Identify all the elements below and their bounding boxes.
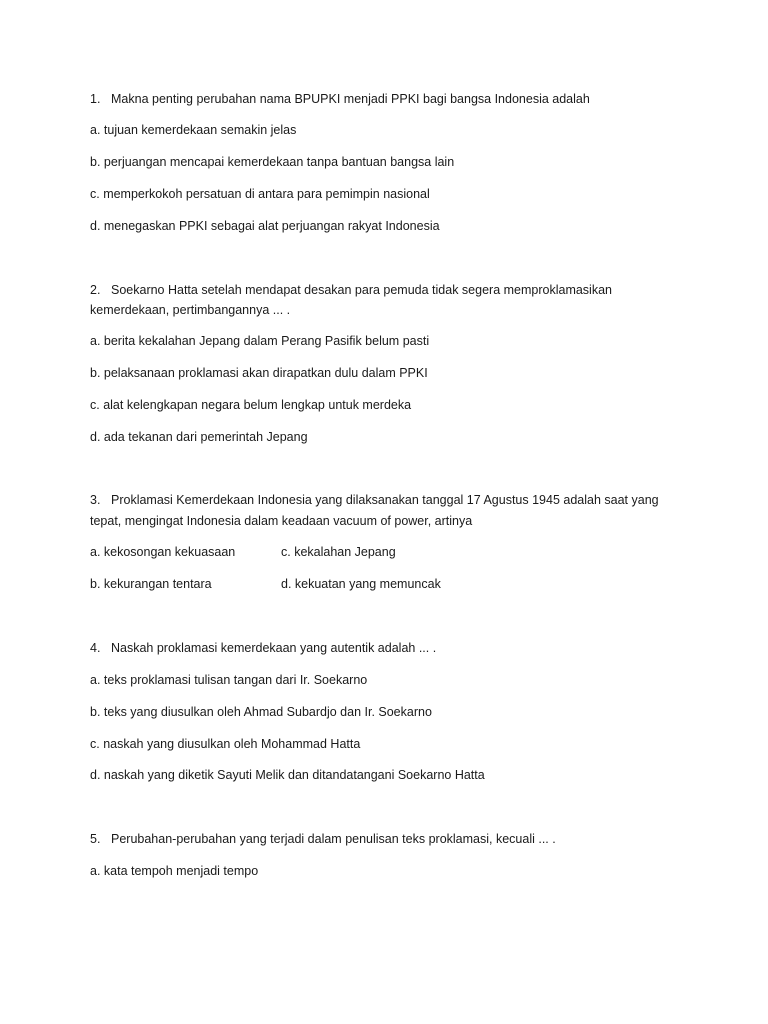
question-2 xyxy=(90,282,612,298)
question-number: 4. xyxy=(90,641,101,655)
option-4c: c. naskah yang diusulkan oleh Mohammad Hatta xyxy=(90,737,361,751)
option-3d: d. kekuatan yang memuncak xyxy=(281,577,441,591)
option-4b: b. teks yang diusulkan oleh Ahmad Subardjo dan Ir. Soekarno xyxy=(90,705,432,719)
option-4a: a. teks proklamasi tulisan tangan dari Ir. Soekarno xyxy=(90,673,368,687)
option-2c: c. alat kelengkapan negara belum lengkap untuk merdeka xyxy=(90,398,412,412)
question-2-continued: kemerdekaan, pertimbangannya ... . xyxy=(90,303,291,317)
question-5 xyxy=(90,831,556,847)
question-number: 5. xyxy=(90,832,101,846)
option-3b: b. kekurangan tentara xyxy=(90,577,212,591)
option-4d: d. naskah yang diketik Sayuti Melik dan ditandatangani Soekarno Hatta xyxy=(90,768,485,782)
question-number: 1. xyxy=(90,92,101,106)
option-3a: a. kekosongan kekuasaan xyxy=(90,545,236,559)
question-3 xyxy=(90,492,659,508)
option-1a: a. tujuan kemerdekaan semakin jelas xyxy=(90,123,297,137)
option-2b: b. pelaksanaan proklamasi akan dirapatkan dulu dalam PPKI xyxy=(90,366,428,380)
option-1c: c. memperkokoh persatuan di antara para pemimpin nasional xyxy=(90,187,430,201)
option-1b: b. perjuangan mencapai kemerdekaan tanpa bantuan bangsa lain xyxy=(90,155,455,169)
option-2a: a. berita kekalahan Jepang dalam Perang Pasifik belum pasti xyxy=(90,334,430,348)
question-text: Makna penting perubahan nama BPUPKI menjadi PPKI bagi bangsa Indonesia adalah xyxy=(111,92,590,106)
question-4 xyxy=(90,640,436,656)
question-text: Soekarno Hatta setelah mendapat desakan para pemuda tidak segera memproklamasikan xyxy=(111,283,612,297)
option-2d: d. ada tekanan dari pemerintah Jepang xyxy=(90,430,308,444)
question-number: 3. xyxy=(90,493,101,507)
option-3c: c. kekalahan Jepang xyxy=(281,545,396,559)
question-text: Naskah proklamasi kemerdekaan yang autentik adalah ... . xyxy=(111,641,437,655)
question-3-continued: tepat, mengingat Indonesia dalam keadaan vacuum of power, artinya xyxy=(90,514,473,528)
option-5a: a. kata tempoh menjadi tempo xyxy=(90,864,259,878)
question-text: Perubahan-perubahan yang terjadi dalam penulisan teks proklamasi, kecuali ... . xyxy=(111,832,556,846)
question-number: 2. xyxy=(90,283,101,297)
option-1d: d. menegaskan PPKI sebagai alat perjuangan rakyat Indonesia xyxy=(90,219,440,233)
question-text: Proklamasi Kemerdekaan Indonesia yang dilaksanakan tanggal 17 Agustus 1945 adalah saat yang xyxy=(111,493,659,507)
question-1 xyxy=(90,91,590,107)
